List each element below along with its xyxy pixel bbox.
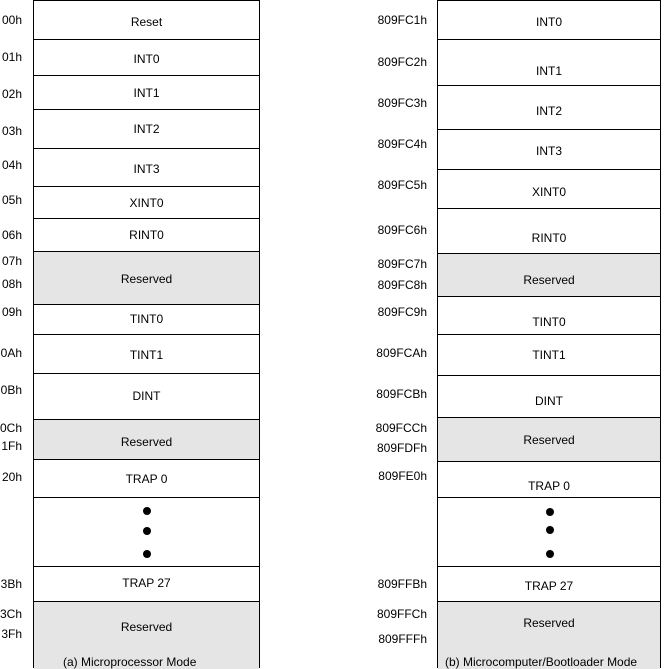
ellipsis-dot xyxy=(546,526,554,534)
cell-reserved: Reserved xyxy=(34,252,259,305)
address-label: 809FC2h xyxy=(377,55,427,69)
cell-trap-27: TRAP 27 xyxy=(438,567,660,602)
cell-int0: INT0 xyxy=(438,1,660,40)
caption-b: (b) Microcomputer/Bootloader Mode xyxy=(445,655,638,669)
cell-xint0: XINT0 xyxy=(438,170,660,209)
cell-int3: INT3 xyxy=(438,130,660,170)
ellipsis-dot xyxy=(143,527,151,535)
cell-trap-0: TRAP 0 xyxy=(34,460,259,498)
cell-reserved: Reserved xyxy=(34,602,259,669)
vector-table-b xyxy=(437,0,661,668)
cell-xint0: XINT0 xyxy=(34,187,259,219)
cell-int1: INT1 xyxy=(34,76,259,110)
cell-rint0: RINT0 xyxy=(34,219,259,252)
address-label: 809FC8h xyxy=(377,278,427,292)
cell-tint1: TINT1 xyxy=(34,335,259,374)
cell-int3: INT3 xyxy=(34,149,259,187)
cell-tint1: TINT1 xyxy=(438,335,660,376)
cell-int2: INT2 xyxy=(34,110,259,149)
address-label: 809FCBh xyxy=(376,387,427,401)
address-label: 02h xyxy=(1,87,22,101)
ellipsis-dot xyxy=(143,550,151,558)
cell-int2: INT2 xyxy=(438,86,660,130)
address-label: 09h xyxy=(1,305,22,319)
address-label: 809FC5h xyxy=(377,178,427,192)
cell-dint: DINT xyxy=(34,374,259,420)
address-label: 0Ch xyxy=(0,421,22,435)
cell-trap-0: TRAP 0 xyxy=(438,462,660,498)
cell-ellipsis xyxy=(438,498,660,567)
ellipsis-dot xyxy=(546,550,554,558)
cell-int1: INT1 xyxy=(438,40,660,86)
address-label: 809FC7h xyxy=(377,257,427,271)
address-label: 3Fh xyxy=(1,627,22,641)
ellipsis-dot xyxy=(546,508,554,516)
address-label: 1Fh xyxy=(1,439,22,453)
address-label: 08h xyxy=(1,277,22,291)
address-label: 809FC1h xyxy=(377,13,427,27)
cell-tint0: TINT0 xyxy=(34,305,259,335)
address-label: 809FE0h xyxy=(378,469,427,483)
address-label: 0Ah xyxy=(0,346,22,360)
cell-ellipsis xyxy=(34,498,259,567)
address-label: 3Bh xyxy=(0,577,22,591)
vector-table-a xyxy=(33,0,260,668)
address-label: 809FC6h xyxy=(377,223,427,237)
address-label: 809FCCh xyxy=(375,421,427,435)
cell-dint: DINT xyxy=(438,376,660,418)
cell-reserved: Reserved xyxy=(34,420,259,460)
address-label: 04h xyxy=(1,158,22,172)
cell-tint0: TINT0 xyxy=(438,297,660,335)
address-label: 809FCAh xyxy=(376,346,427,360)
cell-reserved: Reserved xyxy=(438,418,660,462)
cell-reserved: Reserved xyxy=(438,602,660,669)
cell-reset: Reset xyxy=(34,1,259,40)
address-label: 3Ch xyxy=(0,607,22,621)
address-label: 05h xyxy=(1,193,22,207)
cell-trap-27: TRAP 27 xyxy=(34,567,259,602)
address-label: 809FFBh xyxy=(377,577,427,591)
address-label: 809FFCh xyxy=(376,607,427,621)
cell-rint0: RINT0 xyxy=(438,209,660,254)
address-label: 0Bh xyxy=(0,383,22,397)
address-label: 03h xyxy=(1,124,22,138)
cell-reserved: Reserved xyxy=(438,254,660,297)
address-label: 20h xyxy=(1,470,22,484)
caption-a: (a) Microprocessor Mode xyxy=(63,655,197,669)
ellipsis-dot xyxy=(143,507,151,515)
address-label: 01h xyxy=(1,50,22,64)
address-label: 07h xyxy=(1,254,22,268)
address-label: 809FDFh xyxy=(376,441,427,455)
address-label: 809FC4h xyxy=(377,137,427,151)
address-label: 809FC9h xyxy=(377,305,427,319)
address-label: 00h xyxy=(1,13,22,27)
cell-int0: INT0 xyxy=(34,40,259,76)
address-label: 809FFFh xyxy=(378,632,427,646)
address-label: 809FC3h xyxy=(377,96,427,110)
address-label: 06h xyxy=(1,228,22,242)
